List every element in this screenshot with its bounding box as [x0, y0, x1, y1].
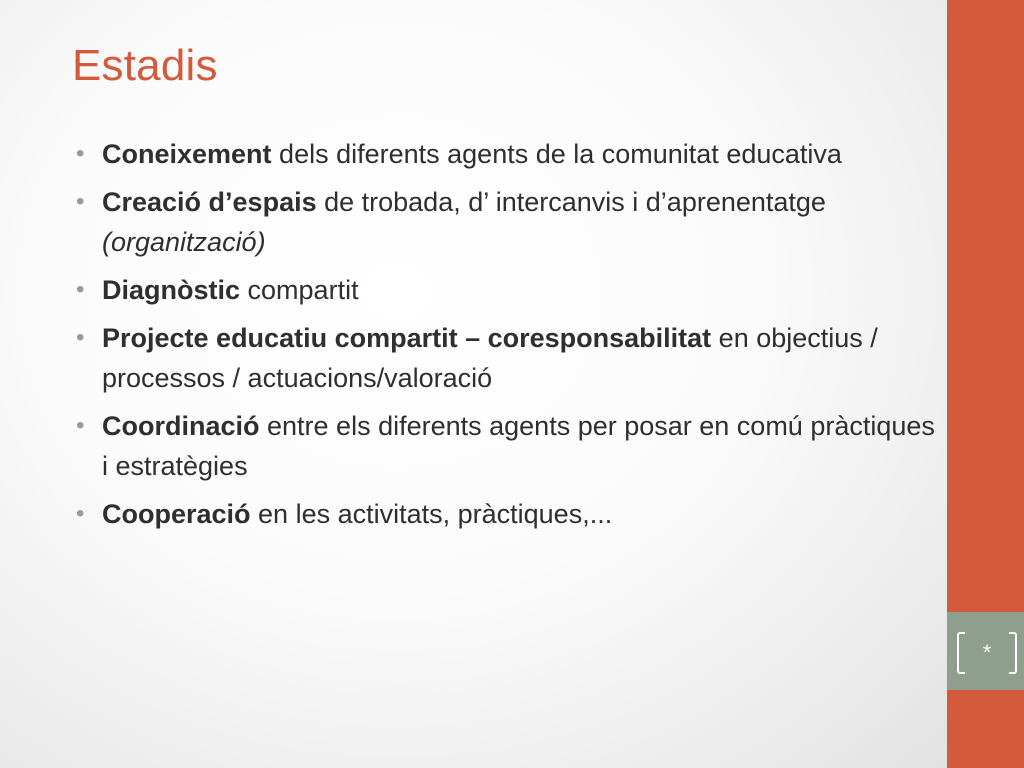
slide-number: *	[982, 640, 992, 665]
bullet-text: en objectius / processos / actuacions/valoració	[102, 323, 878, 393]
bullet-italic-text: (organització)	[102, 227, 266, 257]
bullet-bold-text: Creació d’espais	[102, 187, 317, 217]
bullet-item	[76, 134, 938, 174]
bullet-list	[76, 134, 938, 542]
bullet-bold-text: Projecte educatiu compartit – coresponsabilitat	[102, 323, 712, 353]
bullet-icon: •	[76, 324, 85, 351]
bullet-text: compartit	[240, 275, 359, 305]
left-bracket-icon	[957, 632, 965, 674]
bullet-text: entre els diferents agents per posar en comú pràctiques i estratègies	[102, 411, 935, 481]
bullet-item	[76, 270, 938, 310]
bullet-bold-text: Cooperació	[102, 499, 251, 529]
bullet-icon: •	[76, 500, 85, 527]
bullet-text: dels diferents agents de la comunitat educativa	[271, 139, 842, 169]
bullet-item	[76, 182, 938, 262]
right-bracket-icon	[1009, 632, 1017, 674]
bullet-icon: •	[76, 188, 85, 215]
bullet-item	[76, 318, 938, 398]
bullet-bold-text: Coneixement	[102, 139, 272, 169]
bullet-bold-text: Diagnòstic	[102, 275, 241, 305]
bullet-bold-text: Coordinació	[102, 411, 260, 441]
bullet-icon: •	[76, 412, 85, 439]
bullet-icon: •	[76, 140, 85, 167]
bullet-icon: •	[76, 276, 85, 303]
bullet-item	[76, 494, 938, 534]
slide-title: Estadis	[72, 41, 218, 90]
bullet-item	[76, 406, 938, 486]
bullet-text: en les activitats, pràctiques,...	[250, 499, 613, 529]
bullet-text: de trobada, d’ intercanvis i d’aprenentatge	[316, 187, 826, 217]
